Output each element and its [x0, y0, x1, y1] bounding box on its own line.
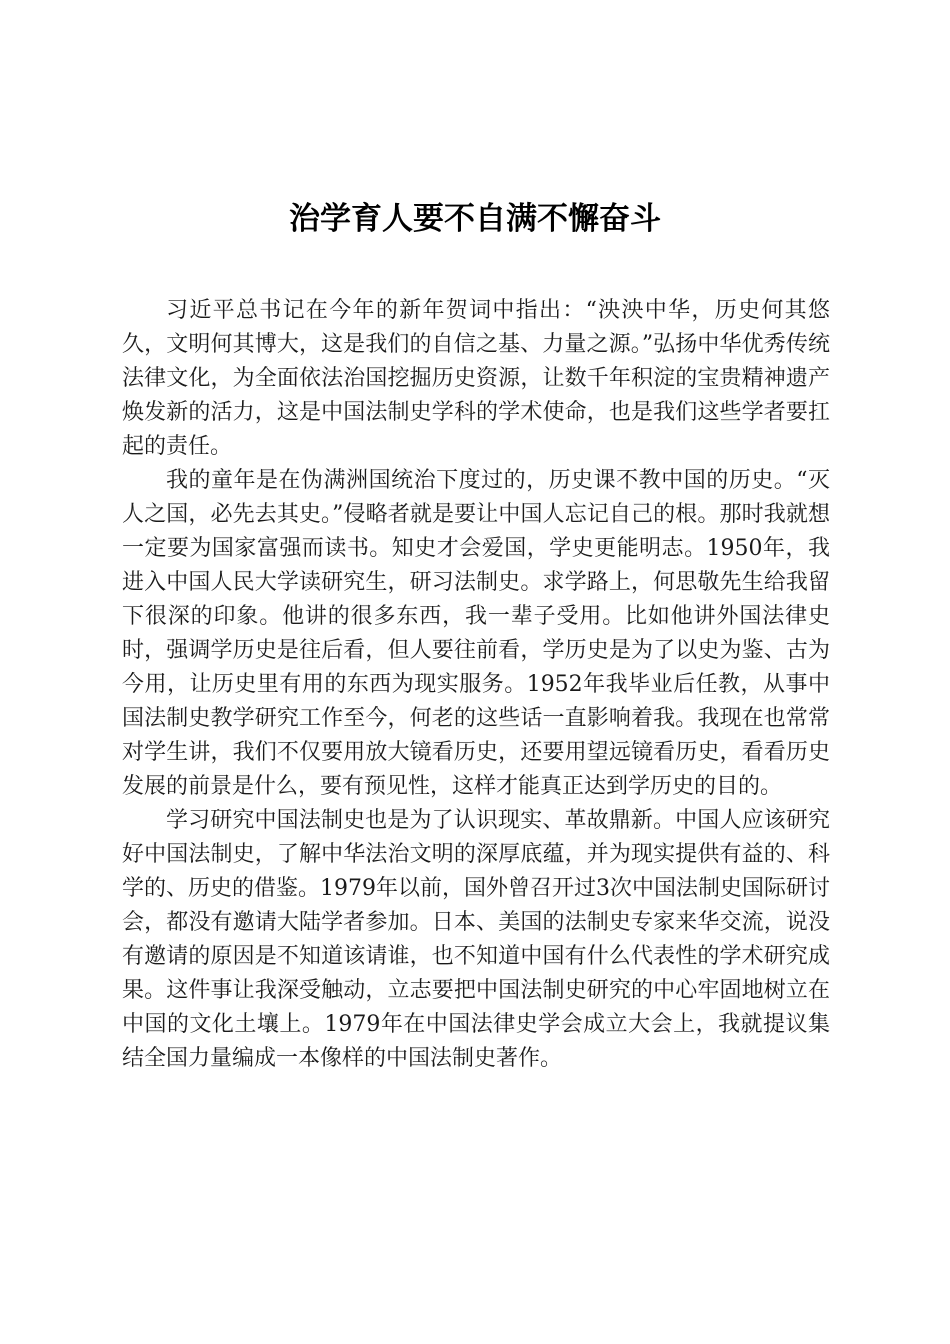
paragraph-1: 习近平总书记在今年的新年贺词中指出：“泱泱中华，历史何其悠久，文明何其博大，这是我们的自信之基、力量之源。”弘扬中华优秀传统法律文化，为全面依法治国挖掘历史资源，让数千年积淀的宝贵精神遗产焕发新的活力，这是中国法制史学科的学术使命，也是我们这些学者要扛起的责任。: [122, 298, 830, 459]
paragraph-3: 学习研究中国法制史也是为了认识现实、革故鼎新。中国人应该研究好中国法制史，了解中华法治文明的深厚底蕴，并为现实提供有益的、科学的、历史的借鉴。1979年以前，国外曾召开过3次中国法制史国际研讨会，都没有邀请大陆学者参加。日本、美国的法制史专家来华交流，说没有邀请的原因是不知道该请谁，也不知道中国有什么代表性的学术研究成果。这件事让我深受触动，立志要把中国法制史研究的中心牢固地树立在中国的文化土壤上。1979年在中国法律史学会成立大会上，我就提议集结全国力量编成一本像样的中国法制史著作。: [122, 808, 830, 1071]
article-body: [122, 294, 830, 1076]
paragraph-2: 我的童年是在伪满洲国统治下度过的，历史课不教中国的历史。“灭人之国，必先去其史。”侵略者就是要让中国人忘记自己的根。那时我就想一定要为国家富强而读书。知史才会爱国，学史更能明志。1950年，我进入中国人民大学读研究生，研习法制史。求学路上，何思敬先生给我留下很深的印象。他讲的很多东西，我一辈子受用。比如他讲外国法律史时，强调学历史是往后看，但人要往前看，学历史是为了以史为鉴、古为今用，让历史里有用的东西为现实服务。1952年我毕业后任教，从事中国法制史教学研究工作至今，何老的这些话一直影响着我。我现在也常常对学生讲，我们不仅要用放大镜看历史，还要用望远镜看历史，看看历史发展的前景是什么，要有预见性，这样才能真正达到学历史的目的。: [122, 468, 830, 799]
article-title: 治学育人要不自满不懈奋斗: [289, 201, 661, 237]
